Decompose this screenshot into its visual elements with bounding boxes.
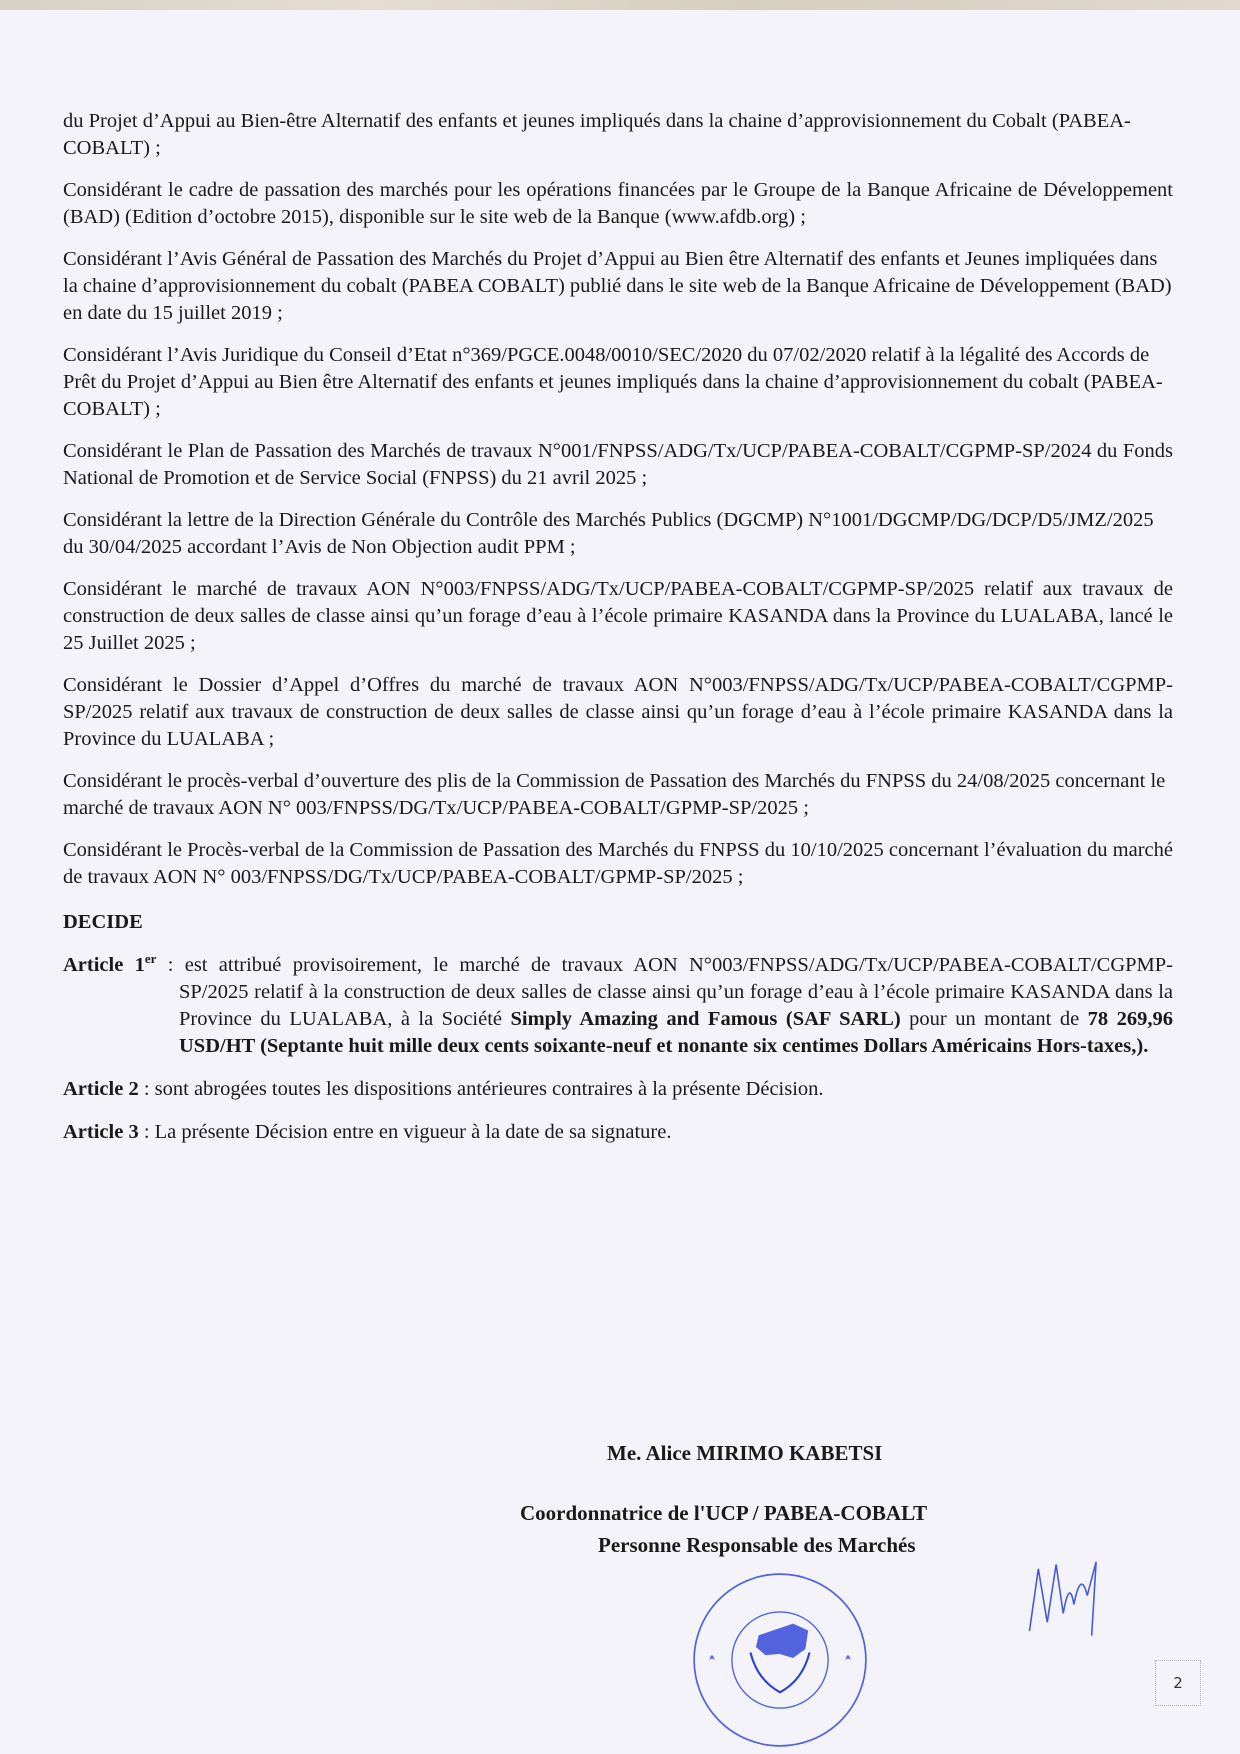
consideration-5: Considérant la lettre de la Direction Générale du Contrôle des Marchés Publics (DGCMP) N°1001/DGCMP/DG/DCP/D5/JMZ/2025 du 30/04/2025 accordant l’Avis de Non Objection audit PPM ; xyxy=(63,509,1154,558)
article-3 xyxy=(63,1119,1173,1146)
article-1-text-middle: pour un montant de xyxy=(900,1008,1088,1030)
article-1-text: : est attribué provisoirement, le marché de travaux AON N°003/FNPSS/ADG/Tx/UCP/PABEA-COBALT/CGPMP-SP/2025 relatif à la construction de deux salles de classe ainsi qu’un forage d’eau à l’école primaire KASANDA dans la Province du LUALABA, à la Société xyxy=(156,954,1173,1030)
hands-icon xyxy=(750,1652,809,1692)
decide-heading: DECIDE xyxy=(63,911,143,933)
article-2-text: : sont abrogées toutes les dispositions antérieures contraires à la présente Décision. xyxy=(138,1078,824,1100)
article-3-text: : La présente Décision entre en vigueur à la date de sa signature. xyxy=(138,1121,672,1143)
official-stamp xyxy=(690,1570,870,1750)
article-2 xyxy=(63,1076,1173,1103)
star-icon-left xyxy=(709,1655,714,1660)
handwritten-signature xyxy=(1010,1560,1120,1640)
article-1-label xyxy=(63,951,157,976)
consideration-3: Considérant l’Avis Juridique du Conseil d’Etat n°369/PGCE.0048/0010/SEC/2020 du 07/02/2020 relatif à la légalité des Accords de Prêt du Projet d’Appui au Bien être Alternatif des enfants et jeunes impliqués dans la chaine d’approvisionnement du cobalt (PABEA- COBALT) ; xyxy=(63,344,1163,420)
document-body xyxy=(63,108,1173,1162)
scan-edge xyxy=(0,0,1240,10)
consideration-9: Considérant le Procès-verbal de la Commission de Passation des Marchés du FNPSS du 10/10/2025 concernant l’évaluation du marché de travaux AON N° 003/FNPSS/DG/Tx/UCP/PABEA-COBALT/GPMP-SP/2025 ; xyxy=(63,839,1173,888)
signatory-name: Me. Alice MIRIMO KABETSI xyxy=(607,1441,883,1465)
award-amount: 78 269,96 USD/HT (Septante huit mille deux cents soixante-neuf et nonante six centimes Dollars Américains Hors-taxes,). xyxy=(179,1008,1173,1057)
consideration-1: Considérant le cadre de passation des marchés pour les opérations financées par le Groupe de la Banque Africaine de Développement (BAD) (Edition d’octobre 2015), disponible sur le site web de la Banque (www.afdb.org) ; xyxy=(63,179,1173,228)
star-icon-right xyxy=(845,1655,850,1660)
consideration-8: Considérant le procès-verbal d’ouverture des plis de la Commission de Passation des Marchés du FNPSS du 24/08/2025 concernant le marché de travaux AON N° 003/FNPSS/DG/Tx/UCP/PABEA-COBALT/GPMP-SP/2025 ; xyxy=(63,770,1166,819)
article-3-label: Article 3 xyxy=(63,1121,139,1143)
article-1-label-text: Article 1 xyxy=(63,954,145,976)
congo-map-icon xyxy=(756,1624,808,1658)
consideration-6: Considérant le marché de travaux AON N°003/FNPSS/ADG/Tx/UCP/PABEA-COBALT/CGPMP-SP/2025 relatif aux travaux de construction de deux salles de classe ainsi qu’un forage d’eau à l’école primaire KASANDA dans la Province du LUALABA, lancé le 25 Juillet 2025 ; xyxy=(63,578,1173,654)
signatory-title: Coordonnatrice de l'UCP / PABEA-COBALT xyxy=(520,1501,928,1525)
article-2-label: Article 2 xyxy=(63,1078,139,1100)
intro-fragment: du Projet d’Appui au Bien-être Alternatif des enfants et jeunes impliqués dans la chaine d’approvisionnement du Cobalt (PABEA- COBALT) ; xyxy=(63,110,1131,159)
signatory-role: Personne Responsable des Marchés xyxy=(598,1533,916,1557)
consideration-4: Considérant le Plan de Passation des Marchés de travaux N°001/FNPSS/ADG/Tx/UCP/PABEA-COBALT/CGPMP-SP/2024 du Fonds National de Promotion et de Service Social (FNPSS) du 21 avril 2025 ; xyxy=(63,440,1173,489)
consideration-2: Considérant l’Avis Général de Passation des Marchés du Projet d’Appui au Bien être Alternatif des enfants et Jeunes impliquées dans la chaine d’approvisionnement du cobalt (PABEA COBALT) publié dans le site web de la Banque Africaine de Développement (BAD) en date du 15 juillet 2019 ; xyxy=(63,248,1172,324)
consideration-7: Considérant le Dossier d’Appel d’Offres du marché de travaux AON N°003/FNPSS/ADG/Tx/UCP/PABEA-COBALT/CGPMP-SP/2025 relatif aux travaux de construction de deux salles de classe ainsi qu’un forage d’eau à l’école primaire KASANDA dans la Province du LUALABA ; xyxy=(63,674,1173,750)
page-number: 2 xyxy=(1155,1660,1201,1706)
awarded-company: Simply Amazing and Famous (SAF SARL) xyxy=(510,1008,901,1030)
article-1 xyxy=(63,952,1173,1060)
article-1-label-sup: er xyxy=(144,951,157,967)
